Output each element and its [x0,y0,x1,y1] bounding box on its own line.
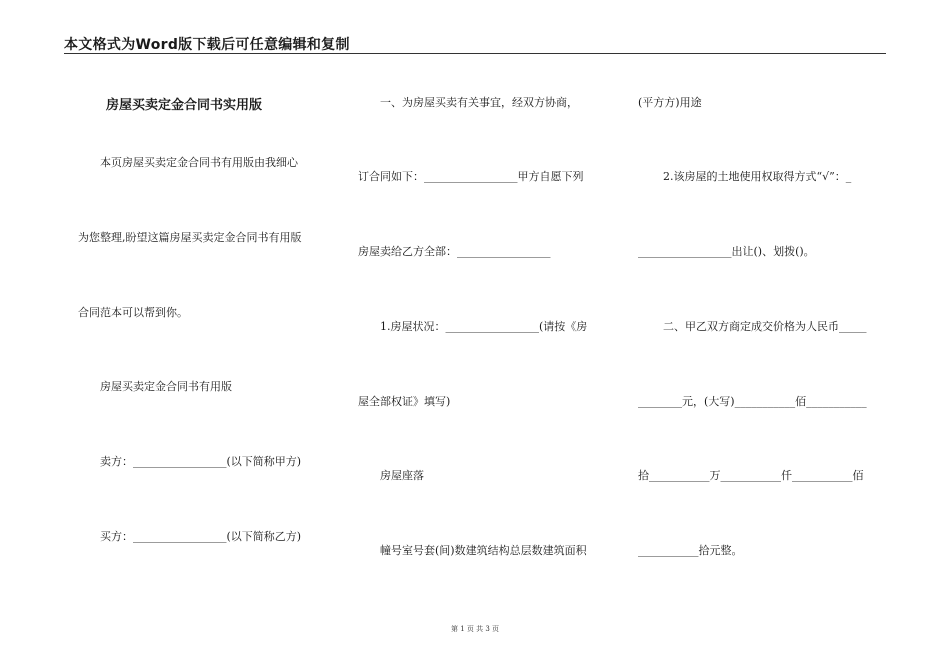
subtitle-line: 房屋买卖定金合同书有用版 [100,380,232,393]
intro-line-2: 为您整理,盼望这篇房屋买卖定金合同书有用版 [78,231,302,244]
document-title: 房屋买卖定金合同书实用版 [106,98,263,113]
buyer-line: 买方：_________________(以下简称乙方) [100,530,302,543]
column-3 [638,0,888,672]
seller-line: 卖方：_________________(以下简称甲方) [100,455,302,468]
price-line-4: ___________拾元整。 [638,544,743,557]
price-line-1: 二、甲乙双方商定成交价格为人民币_____ [663,320,867,333]
page-indicator: 第 1 页 共 3 页 [450,625,500,633]
property-location-line: 房屋座落 [380,469,424,482]
column-2 [358,0,608,672]
area-usage-line: (平方方)用途 [638,96,702,109]
land-use-line-1: 2.该房屋的土地使用权取得方式“√”：_ [663,170,852,183]
property-table-header-line: 幢号室号套(间)数建筑结构总层数建筑面积 [380,544,587,557]
intro-line-3: 合同范本可以帮到你。 [78,306,188,319]
header-banner: 本文格式为Word版下载后可任意编辑和复制 [64,37,350,53]
clause-1-line-2: 订合同如下：_________________甲方自愿下列 [358,170,584,183]
price-line-3: 拾___________万___________仟___________佰 [638,469,864,482]
clause-1-line-3: 房屋卖给乙方全部：_________________ [358,245,551,258]
clause-1-line-1: 一、为房屋买卖有关事宜，经双方协商， [380,96,578,109]
price-line-2: ________元，(大写)___________佰___________ [638,395,867,408]
land-use-line-2: _________________出让()、划拨()。 [638,245,815,258]
column-1 [64,0,324,672]
property-status-line: 1.房屋状况：_________________(请按《房 [380,320,588,333]
property-status-line-2: 屋全部权证》填写) [358,395,451,408]
intro-line-1: 本页房屋买卖定金合同书有用版由我细心 [100,156,298,169]
